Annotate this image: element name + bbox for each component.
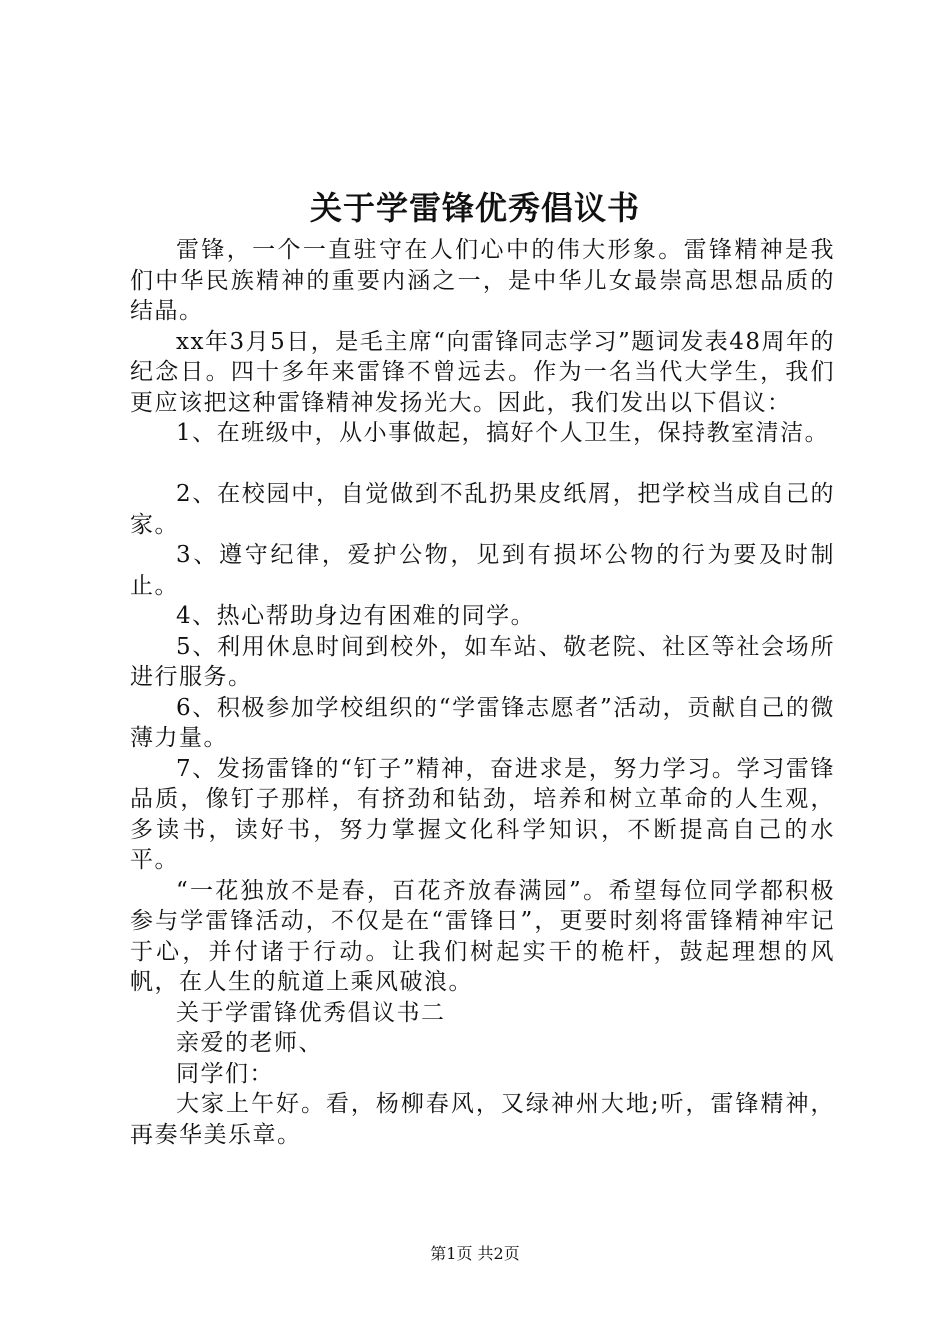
paragraph: xx年3月5日，是毛主席“向雷锋同志学习”题词发表48周年的纪念日。四十多年来雷锋不曾远去。作为一名当代大学生，我们更应该把这种雷锋精神发扬光大。因此，我们发出以下倡议：	[130, 328, 835, 416]
paragraph: 雷锋，一个一直驻守在人们心中的伟大形象。雷锋精神是我们中华民族精神的重要内涵之一，是中华儿女最崇高思想品质的结晶。	[130, 237, 835, 324]
paragraph: 2、在校园中，自觉做到不乱扔果皮纸屑，把学校当成自己的家。	[130, 481, 835, 538]
section-heading: 关于学雷锋优秀倡议书二	[176, 999, 446, 1026]
paragraph: 7、发扬雷锋的“钉子”精神，奋进求是，努力学习。学习雷锋品质，像钉子那样，有挤劲和钻劲，培养和树立革命的人生观，多读书，读好书，努力掌握文化科学知识，不断提高自己的水平。	[130, 755, 835, 873]
document-title: 关于学雷锋优秀倡议书	[309, 189, 640, 227]
paragraph: 4、热心帮助身边有困难的同学。	[176, 603, 536, 629]
paragraph: 6、积极参加学校组织的“学雷锋志愿者”活动，贡献自己的微薄力量。	[130, 694, 835, 751]
page-number-footer: 第1页 共2页	[430, 1244, 520, 1263]
salutation: 亲爱的老师、	[176, 1030, 323, 1056]
paragraph: 5、利用休息时间到校外，如车站、敬老院、社区等社会场所进行服务。	[130, 633, 835, 690]
salutation: 同学们：	[176, 1060, 274, 1087]
paragraph: “一花独放不是春，百花齐放春满园”。希望每位同学都积极参与学雷锋活动，不仅是在“雷锋日”，更要时刻将雷锋精神牢记于心，并付诸于行动。让我们树起实干的桅杆，鼓起理想的风帆，在人生的航道上乘风破浪。	[130, 877, 835, 995]
paragraph: 1、在班级中，从小事做起，搞好个人卫生，保持教室清洁。	[176, 420, 830, 446]
document-body	[130, 235, 835, 1150]
paragraph: 大家上午好。看，杨柳春风，又绿神州大地;听，雷锋精神，再奏华美乐章。	[130, 1091, 835, 1148]
paragraph: 3、遵守纪律，爱护公物，见到有损坏公物的行为要及时制止。	[130, 542, 835, 599]
